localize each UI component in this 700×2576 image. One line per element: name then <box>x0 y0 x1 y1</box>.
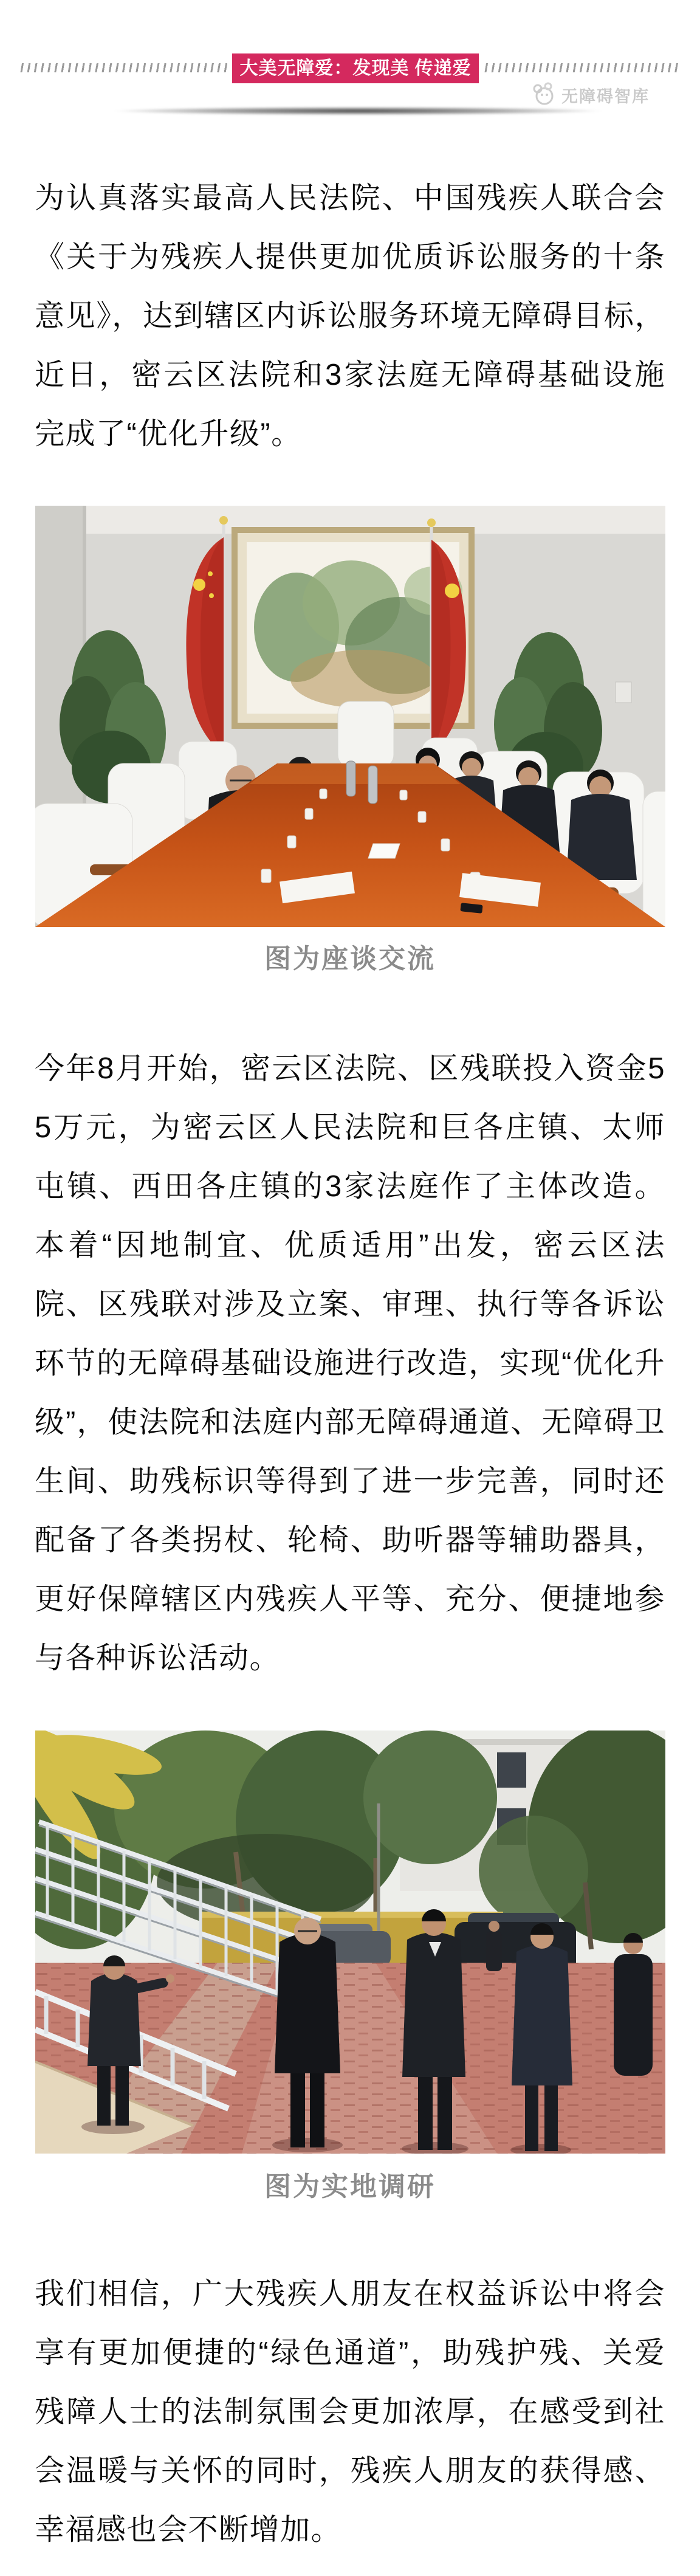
photo-caption-2: 图为实地调研 <box>264 2172 436 2202</box>
paragraph-3: 我们相信，广大残疾人朋友在权益诉讼中将会享有更加便捷的“绿色通道”，助残护残、关爱残障人士的法制氛围会更加浓厚，在感受到社会温暖与关怀的同时，残疾人朋友的获得感、幸福感也会不断增加。 <box>35 2278 665 2546</box>
watermark <box>530 80 676 109</box>
paragraph-1: 为认真落实最高人民法院、中国残疾人联合会《关于为残疾人提供更加优质诉讼服务的十条意见》，达到辖区内诉讼服务环境无障碍目标，近日，密云区法院和3家法庭无障碍基础设施完成了“优化升级”。 <box>35 182 665 450</box>
paragraph-2: 今年8月开始，密云区法院、区残联投入资金55万元，为密云区人民法院和巨各庄镇、太师屯镇、西田各庄镇的3家法庭作了主体改造。本着“因地制宜、优质适用”出发，密云区法院、区残联对涉及立案、审理、执行等各诉讼环节的无障碍基础设施进行改造，实现“优化升级”，使法院和法庭内部无障碍通道、无障碍卫生间、助残标识等得到了进一步完善，同时还配备了各类拐杖、轮椅、助听器等辅助器具，更好保障辖区内残疾人平等、充分、便捷地参与各种诉讼活动。 <box>35 1052 665 1675</box>
header-banner <box>232 53 479 83</box>
banner-label: 大美无障爱：发现美 传递爱 <box>239 58 472 78</box>
header-stripes-left <box>18 63 228 72</box>
meeting-room-illustration <box>35 506 665 927</box>
site-visit-illustration <box>35 1731 665 2154</box>
photo-caption-1: 图为座谈交流 <box>264 944 436 974</box>
site-visit-photo[interactable] <box>35 1731 665 2154</box>
meeting-room-photo[interactable] <box>35 506 665 927</box>
watermark-label: 无障碍智库 <box>561 87 650 106</box>
header-stripes-right <box>482 63 679 72</box>
mascot-logo-icon <box>530 80 557 110</box>
shadow-divider <box>100 106 616 115</box>
